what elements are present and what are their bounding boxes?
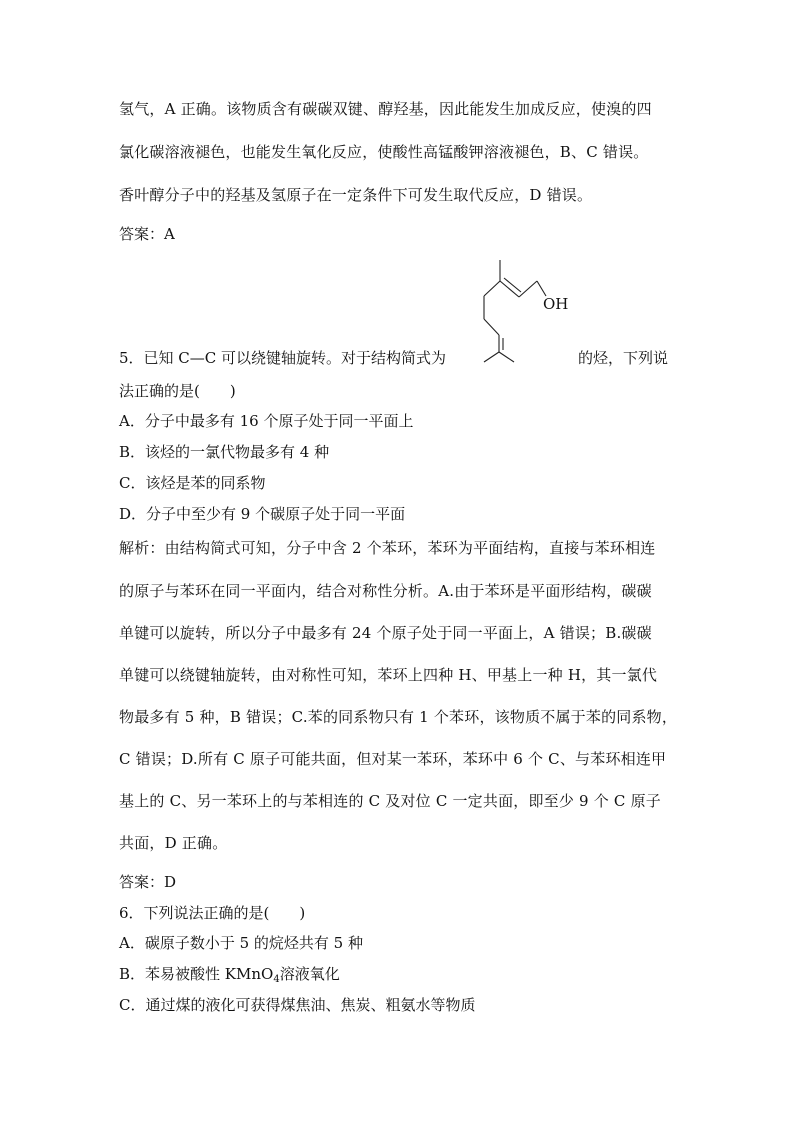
q5-explanation-line-6: C 错误；D.所有 C 原子可能共面，但对某一苯环，苯环中 6 个 C、与苯环相连甲	[119, 750, 667, 768]
q5-option-a: A．分子中最多有 16 个原子处于同一平面上	[119, 412, 414, 430]
q5-option-c: C．该烃是苯的同系物	[119, 474, 266, 492]
q5-explanation-line-4: 单键可以绕键轴旋转，由对称性可知，苯环上四种 H、甲基上一种 H，其一氯代	[119, 666, 658, 684]
bond	[500, 281, 519, 297]
q5-stem-part3: 法正确的是( )	[119, 382, 236, 400]
bond	[499, 352, 514, 362]
bond	[519, 281, 537, 297]
bond	[504, 278, 521, 292]
q5-stem-part2: 的烃，下列说	[578, 349, 669, 367]
q6-option-b	[119, 964, 340, 990]
q5-explanation-line-3: 单键可以旋转，所以分子中最多有 24 个原子处于同一平面上，A 错误；B.碳碳	[119, 624, 652, 642]
oh-label: OH	[543, 295, 569, 313]
prev-explanation-line-1: 氢气，A 正确。该物质含有碳碳双键、醇羟基，因此能发生加成反应，使溴的四	[119, 100, 652, 118]
q6-option-b-text: B．苯易被酸性 KMnO	[119, 965, 274, 983]
q5-explanation-line-7: 基上的 C、另一苯环上的与苯相连的 C 及对位 C 一定共面，即至少 9 个 C 原子	[119, 792, 661, 810]
q6-option-b-tail: 溶液氧化	[279, 965, 340, 983]
bond	[484, 319, 499, 335]
q5-option-b: B．该烃的一氯代物最多有 4 种	[119, 443, 330, 461]
q5-answer: 答案：D	[119, 873, 177, 891]
q5-stem-part1: 5．已知 C—C 可以绕键轴旋转。对于结构简式为	[119, 349, 447, 367]
q5-explanation-line-1: 解析：由结构简式可知，分子中含 2 个苯环，苯环为平面结构，直接与苯环相连	[119, 539, 656, 557]
q6-option-a: A．碳原子数小于 5 的烷烃共有 5 种	[119, 934, 363, 952]
q5-explanation-line-5: 物最多有 5 种，B 错误；C.苯的同系物只有 1 个苯环，该物质不属于苯的同系物，	[119, 708, 678, 726]
q6-option-c: C．通过煤的液化可获得煤焦油、焦炭、粗氨水等物质	[119, 996, 476, 1014]
q5-option-d: D．分子中至少有 9 个碳原子处于同一平面	[119, 505, 406, 523]
q5-explanation-line-2: 的原子与苯环在同一平面内，结合对称性分析。A.由于苯环是平面形结构，碳碳	[119, 582, 652, 600]
q5-explanation-line-8: 共面，D 正确。	[119, 834, 228, 852]
prev-explanation-line-3: 香叶醇分子中的羟基及氢原子在一定条件下可发生取代反应，D 错误。	[119, 186, 593, 204]
q6-option-b-subscript: 4	[273, 974, 280, 985]
bond	[484, 352, 499, 362]
prev-answer: 答案：A	[119, 225, 175, 243]
q6-stem: 6．下列说法正确的是( )	[119, 904, 306, 922]
bond	[537, 281, 546, 296]
bond	[484, 281, 500, 296]
prev-explanation-line-2: 氯化碳溶液褪色，也能发生氧化反应，使酸性高锰酸钾溶液褪色，B、C 错误。	[119, 143, 649, 161]
